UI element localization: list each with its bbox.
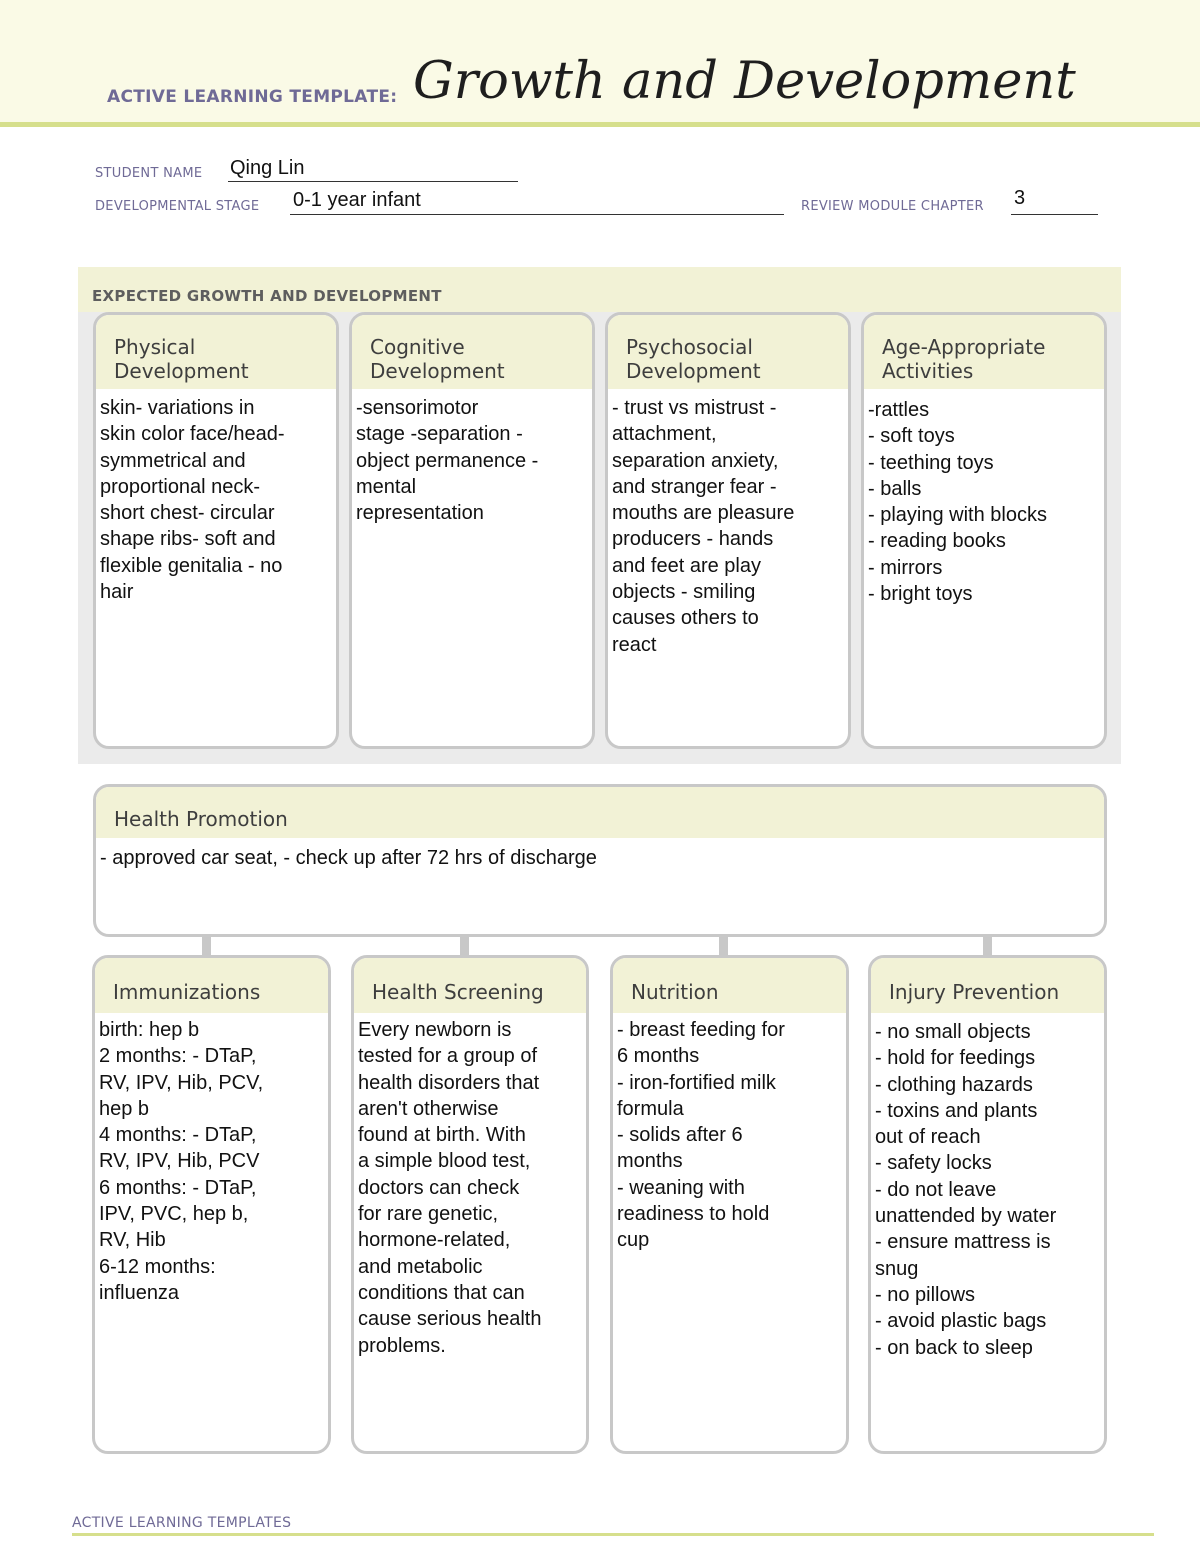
immunizations-title: Immunizations xyxy=(113,980,261,1004)
connector-health-screening xyxy=(460,935,469,955)
template-label: ACTIVE LEARNING TEMPLATE: xyxy=(107,87,398,107)
health-screening-body[interactable]: Every newborn is tested for a group of health disorders that aren't otherwise found at birth. With a simple blood test, doctors can check for rare genetic, hormone-related, and metabolic conditions that can cause serious health problems. xyxy=(358,1019,542,1357)
review-chapter-label: REVIEW MODULE CHAPTER xyxy=(801,199,984,214)
student-name-field[interactable]: Qing Lin xyxy=(230,157,305,179)
age-appropriate-activities-card xyxy=(861,312,1107,749)
connector-immunizations xyxy=(202,935,211,955)
student-name-label: STUDENT NAME xyxy=(95,166,203,181)
nutrition-title: Nutrition xyxy=(631,980,719,1004)
injury-prevention-title: Injury Prevention xyxy=(889,980,1060,1004)
physical-development-body[interactable]: skin- variations in skin color face/head- symmetrical and proportional neck- short chest- circular shape ribs- soft and flexible genitalia - no hair xyxy=(100,397,285,604)
physical-development-title: Physical Development xyxy=(114,335,249,383)
psychosocial-development-title: Psychosocial Development xyxy=(626,335,761,383)
page-title: Growth and Development xyxy=(413,52,1076,111)
review-chapter-underline xyxy=(1011,214,1098,215)
immunizations-body[interactable]: birth: hep b 2 months: - DTaP, RV, IPV, Hib, PCV, hep b 4 months: - DTaP, RV, IPV, Hib, PCV 6 months: - DTaP, IPV, PVC, hep b, RV, Hib 6-12 months: influenza xyxy=(99,1019,264,1304)
immunizations-card xyxy=(92,955,331,1454)
footer-divider xyxy=(72,1533,1154,1536)
developmental-stage-label: DEVELOPMENTAL STAGE xyxy=(95,199,260,214)
footer-label: ACTIVE LEARNING TEMPLATES xyxy=(72,1515,292,1531)
injury-prevention-card xyxy=(868,955,1107,1454)
psychosocial-development-card xyxy=(605,312,851,749)
header-divider xyxy=(0,122,1200,127)
cognitive-development-card xyxy=(349,312,595,749)
developmental-stage-underline xyxy=(290,214,784,215)
nutrition-body[interactable]: - breast feeding for 6 months - iron-fortified milk formula - solids after 6 months - weaning with readiness to hold cup xyxy=(617,1019,785,1252)
injury-prevention-body[interactable]: - no small objects - hold for feedings - clothing hazards - toxins and plants out of reach - safety locks - do not leave unattended by water - ensure mattress is snug - no pillows - avoid plastic bags - on back to sleep xyxy=(875,1021,1057,1359)
health-screening-title: Health Screening xyxy=(372,980,544,1004)
age-appropriate-activities-body[interactable]: -rattles - soft toys - teething toys - balls - playing with blocks - reading books - mirrors - bright toys xyxy=(868,399,1047,606)
connector-injury-prevention xyxy=(983,935,992,955)
student-name-underline xyxy=(228,181,518,182)
health-screening-card xyxy=(351,955,589,1454)
nutrition-card xyxy=(610,955,849,1454)
cognitive-development-title: Cognitive Development xyxy=(370,335,505,383)
physical-development-card xyxy=(93,312,339,749)
health-promotion-title: Health Promotion xyxy=(114,807,288,831)
health-promotion-body[interactable]: - approved car seat, - check up after 72 hrs of discharge xyxy=(100,847,597,869)
connector-nutrition xyxy=(719,935,728,955)
age-appropriate-activities-title: Age-Appropriate Activities xyxy=(882,335,1046,383)
developmental-stage-field[interactable]: 0-1 year infant xyxy=(293,189,421,211)
cognitive-development-body[interactable]: -sensorimotor stage -separation - object permanence - mental representation xyxy=(356,397,539,525)
expected-growth-title: EXPECTED GROWTH AND DEVELOPMENT xyxy=(92,287,442,305)
health-promotion-card xyxy=(93,784,1107,937)
psychosocial-development-body[interactable]: - trust vs mistrust - attachment, separation anxiety, and stranger fear - mouths are pleasure producers - hands and feet are play objects - smiling causes others to react xyxy=(612,397,795,656)
review-chapter-field[interactable]: 3 xyxy=(1014,187,1026,209)
